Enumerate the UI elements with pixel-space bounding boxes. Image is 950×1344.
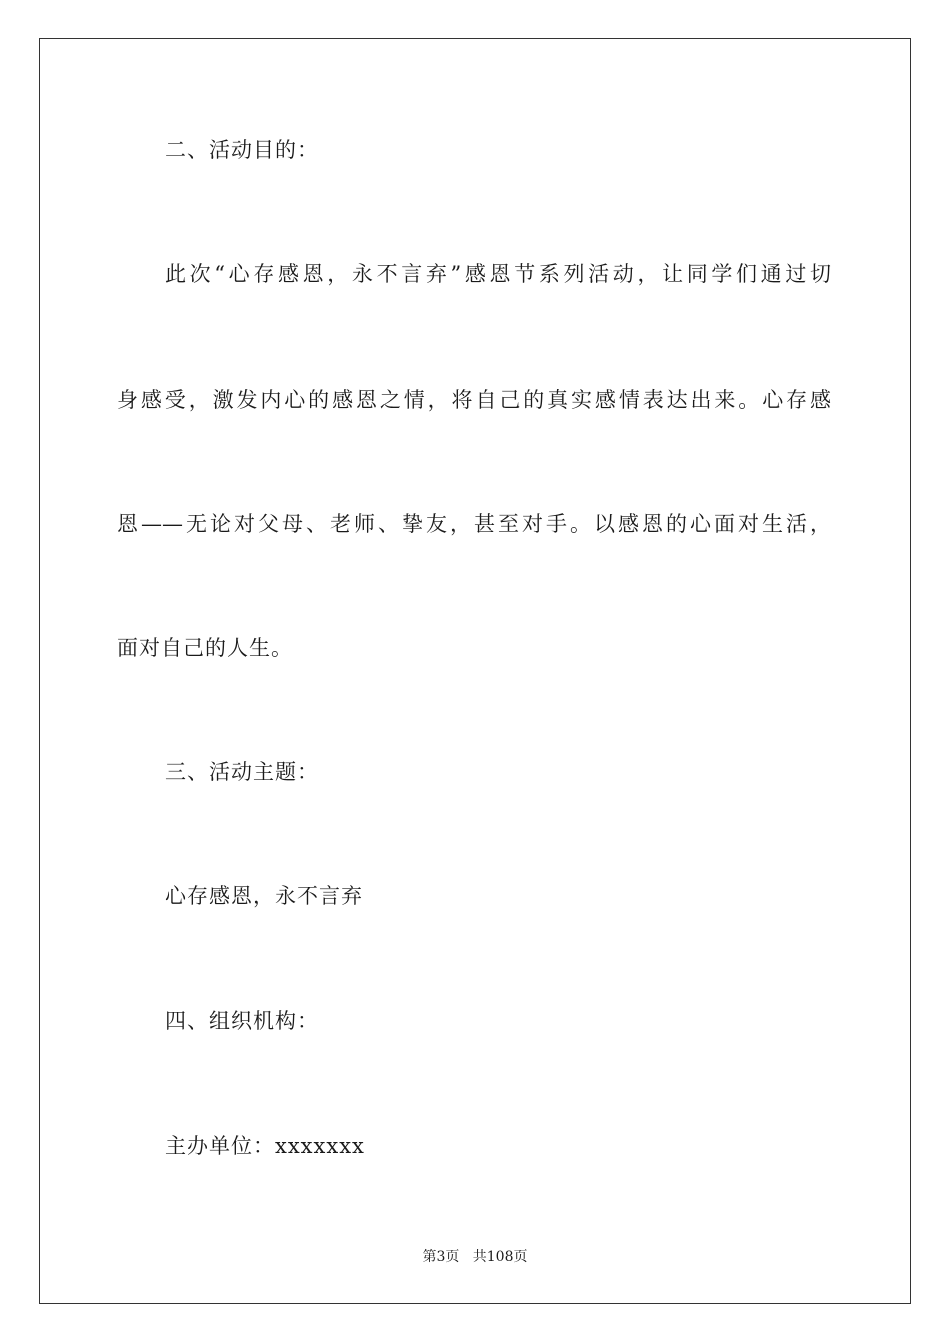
organizer-line: 主办单位：xxxxxxx <box>165 1134 365 1158</box>
paragraph-line: 此次“心存感恩，永不言弃”感恩节系列活动，让同学们通过切 <box>165 262 831 286</box>
page-number: 第3页 <box>422 1249 460 1265</box>
section-heading-theme: 三、活动主题： <box>165 760 319 784</box>
paragraph-line: 身感受，激发内心的感恩之情，将自己的真实感情表达出来。心存感 <box>117 388 831 412</box>
page-footer <box>0 1247 950 1267</box>
paragraph-line: 恩——无论对父母、老师、挚友，甚至对手。以感恩的心面对生活， <box>117 512 831 536</box>
page-total: 共108页 <box>472 1249 528 1265</box>
theme-text: 心存感恩，永不言弃 <box>165 884 363 908</box>
page-border <box>39 38 911 1304</box>
section-heading-organization: 四、组织机构： <box>165 1009 319 1033</box>
paragraph-line: 面对自己的人生。 <box>117 636 293 660</box>
section-heading-purpose: 二、活动目的： <box>165 138 319 162</box>
